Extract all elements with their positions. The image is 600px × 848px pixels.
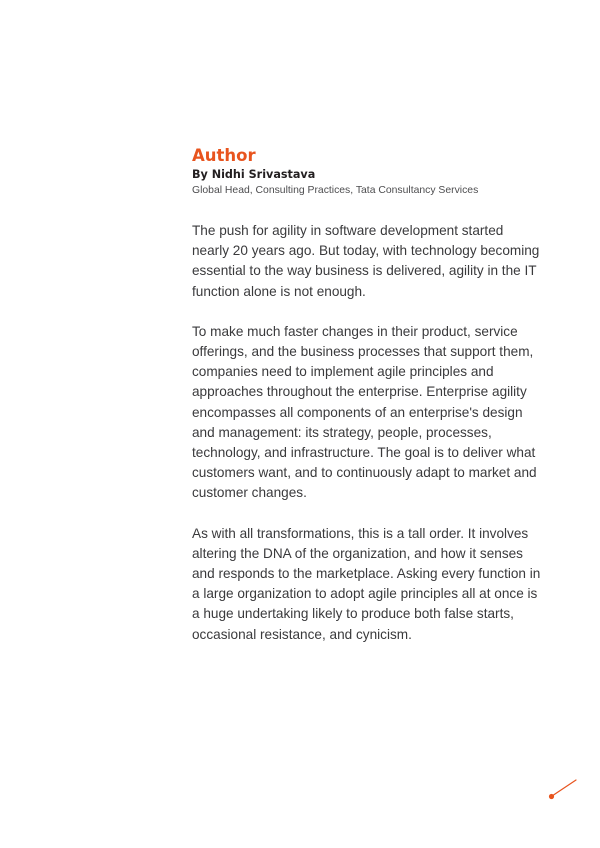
paragraph-1: The push for agility in software development started nearly 20 years ago. But today, with technology becoming essential to the way business is delivered, agility in the IT function alone is not enough.	[192, 223, 540, 299]
author-name: By Nidhi Srivastava	[192, 168, 316, 181]
paragraph-3: As with all transformations, this is a tall order. It involves altering the DNA of the organization, and how it senses and responds to the marketplace. Asking every function in a large organization to adopt agile principles all at once is a huge undertaking likely to produce both false starts, occasional resistance, and cynicism.	[192, 525, 541, 642]
body-text	[192, 221, 552, 645]
orange-line-dot-icon	[544, 776, 580, 806]
paragraph-2: To make much faster changes in their product, service offerings, and the business processes that support them, companies need to implement agile principles and approaches throughout the enterprise. Enterprise agility encompasses all components of an enterprise's design and management: its strategy, people, processes, technology, and infrastructure. The goal is to deliver what customers want, and to continuously adapt to market and customer changes.	[192, 323, 537, 501]
author-role: Global Head, Consulting Practices, Tata Consultancy Services	[192, 185, 479, 196]
author-section-label: Author	[192, 146, 256, 165]
article-content	[192, 146, 552, 665]
